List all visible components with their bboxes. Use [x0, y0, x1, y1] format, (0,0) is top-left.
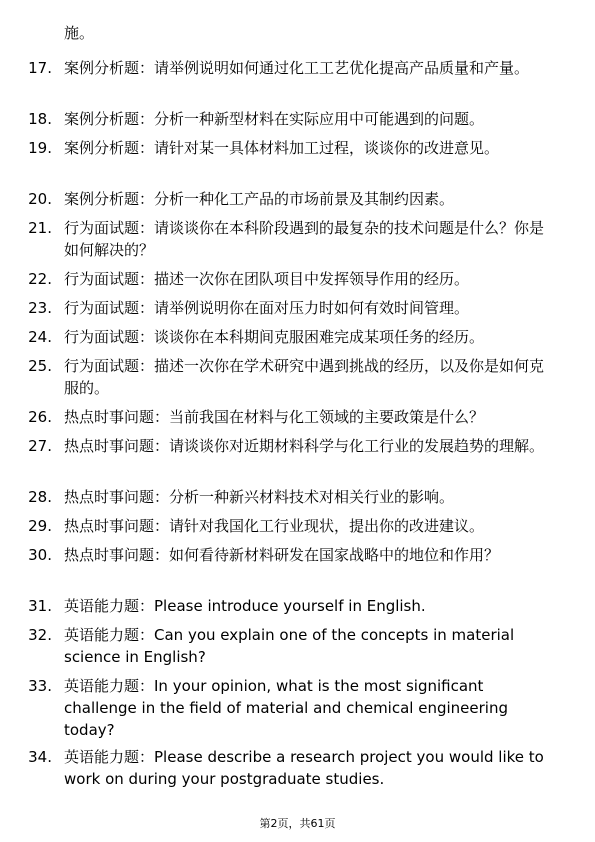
- item-number: 20.: [28, 190, 52, 208]
- item-text: 行为面试题：谈谈你在本科期间克服困难完成某项任务的经历。: [64, 328, 485, 346]
- item-number: 31.: [28, 597, 52, 615]
- item-text: 英语能力题：Please describe a research project you would like to work on during your postgraduate studies.: [64, 748, 544, 788]
- item-text: 热点时事问题：如何看待新材料研发在国家战略中的地位和作用？: [64, 546, 500, 564]
- item-number: 26.: [28, 408, 52, 426]
- item-number: 33.: [28, 677, 52, 695]
- item-number: 25.: [28, 357, 52, 375]
- item-text: 热点时事问题：请谈谈你对近期材料科学与化工行业的发展趋势的理解。: [64, 437, 545, 455]
- item-text: 行为面试题：描述一次你在学术研究中遇到挑战的经历，以及你是如何克服的。: [64, 357, 545, 397]
- item-number: 28.: [28, 488, 52, 506]
- item-text: 英语能力题：Please introduce yourself in English.: [64, 597, 426, 615]
- item-text: 行为面试题：请谈谈你在本科阶段遇到的最复杂的技术问题是什么？你是如何解决的？: [64, 219, 545, 259]
- item-number: 19.: [28, 139, 52, 157]
- item-text: 行为面试题：请举例说明你在面对压力时如何有效时间管理。: [64, 299, 470, 317]
- item-number: 34.: [28, 748, 52, 766]
- item-text: 行为面试题：描述一次你在团队项目中发挥领导作用的经历。: [64, 270, 470, 288]
- item-text: 英语能力题：In your opinion, what is the most significant challenge in the field of material and chemical engineering today?: [64, 677, 508, 739]
- item-number: 30.: [28, 546, 52, 564]
- item-text: 热点时事问题：请针对我国化工行业现状，提出你的改进建议。: [64, 517, 485, 535]
- item-number: 24.: [28, 328, 52, 346]
- item-text: 案例分析题：请举例说明如何通过化工工艺优化提高产品质量和产量。: [64, 59, 530, 77]
- item-number: 22.: [28, 270, 52, 288]
- page-footer: 第2页，共61页: [259, 817, 336, 830]
- item-number: 21.: [28, 219, 52, 237]
- item-text: 热点时事问题：当前我国在材料与化工领域的主要政策是什么？: [64, 408, 485, 426]
- item-text: 案例分析题：分析一种化工产品的市场前景及其制约因素。: [64, 190, 455, 208]
- item-text: 案例分析题：分析一种新型材料在实际应用中可能遇到的问题。: [64, 110, 485, 128]
- item-text: 英语能力题：Can you explain one of the concepts in material science in English?: [64, 626, 515, 666]
- item-number: 23.: [28, 299, 52, 317]
- item-text: 热点时事问题：分析一种新兴材料技术对相关行业的影响。: [64, 488, 455, 506]
- item-number: 29.: [28, 517, 52, 535]
- item-number: 17.: [28, 59, 52, 77]
- item-text: 案例分析题：请针对某一具体材料加工过程，谈谈你的改进意见。: [64, 139, 500, 157]
- item-number: 27.: [28, 437, 52, 455]
- continued-text: 施。: [64, 24, 95, 42]
- item-number: 18.: [28, 110, 52, 128]
- item-number: 32.: [28, 626, 52, 644]
